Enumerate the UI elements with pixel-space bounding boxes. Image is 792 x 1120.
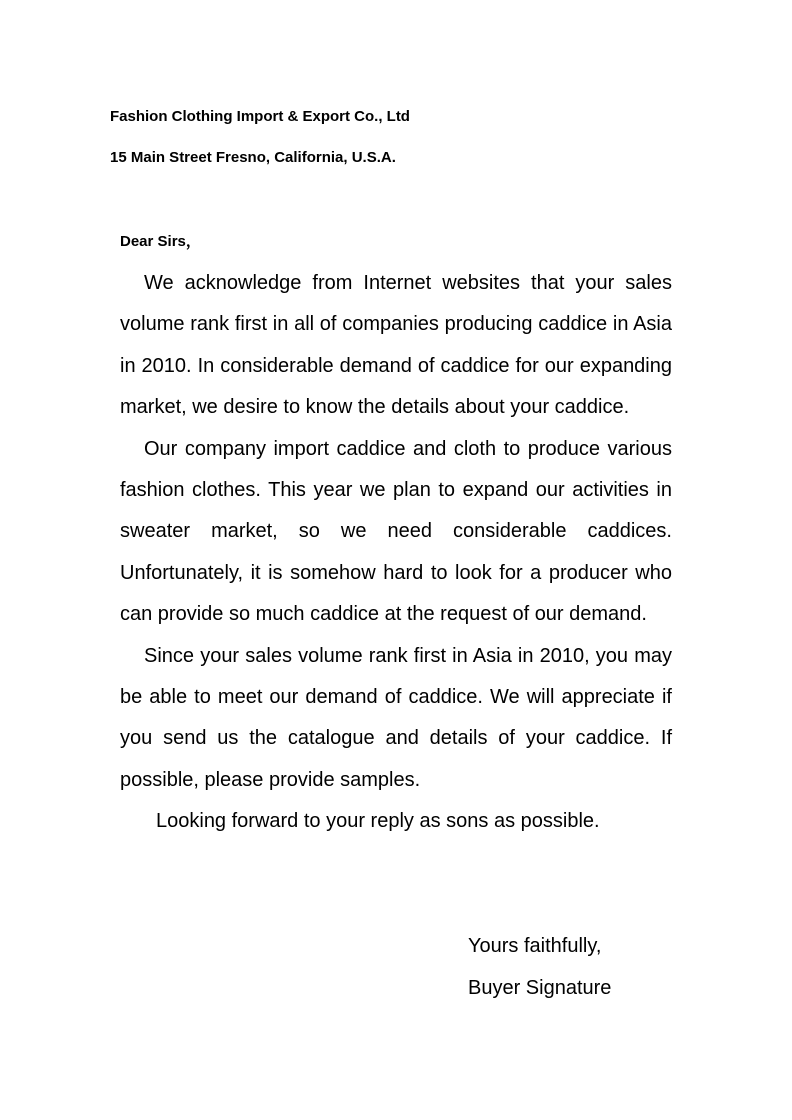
closing-line: Looking forward to your reply as sons as possible.: [156, 810, 600, 833]
letter-body: [120, 263, 672, 843]
body-paragraph-1: We acknowledge from Internet websites that your sales volume rank first in all of companies producing caddice in Asia in 2010. In considerable demand of caddice for our expanding market, we desire to know the details about your caddice.: [120, 272, 672, 419]
body-paragraph-3: Since your sales volume rank first in Asia in 2010, you may be able to meet our demand of caddice. We will appreciate if you send us the catalogue and details of your caddice. If possible, please provide samples.: [120, 644, 672, 791]
body-paragraph-2: Our company import caddice and cloth to produce various fashion clothes. This year we plan to expand our activities in sweater market, so we need considerable caddices. Unfortunately, it is somehow hard to look for a producer who can provide so much caddice at the request of our demand.: [120, 437, 672, 626]
sender-address: 15 Main Street Fresno, California, U.S.A.: [110, 149, 396, 166]
sender-company-name: Fashion Clothing Import & Export Co., Ltd: [110, 108, 410, 125]
signature: Buyer Signature: [468, 977, 612, 999]
salutation: Dear Sirs，: [120, 233, 201, 250]
sign-off: Yours faithfully,: [468, 935, 602, 957]
